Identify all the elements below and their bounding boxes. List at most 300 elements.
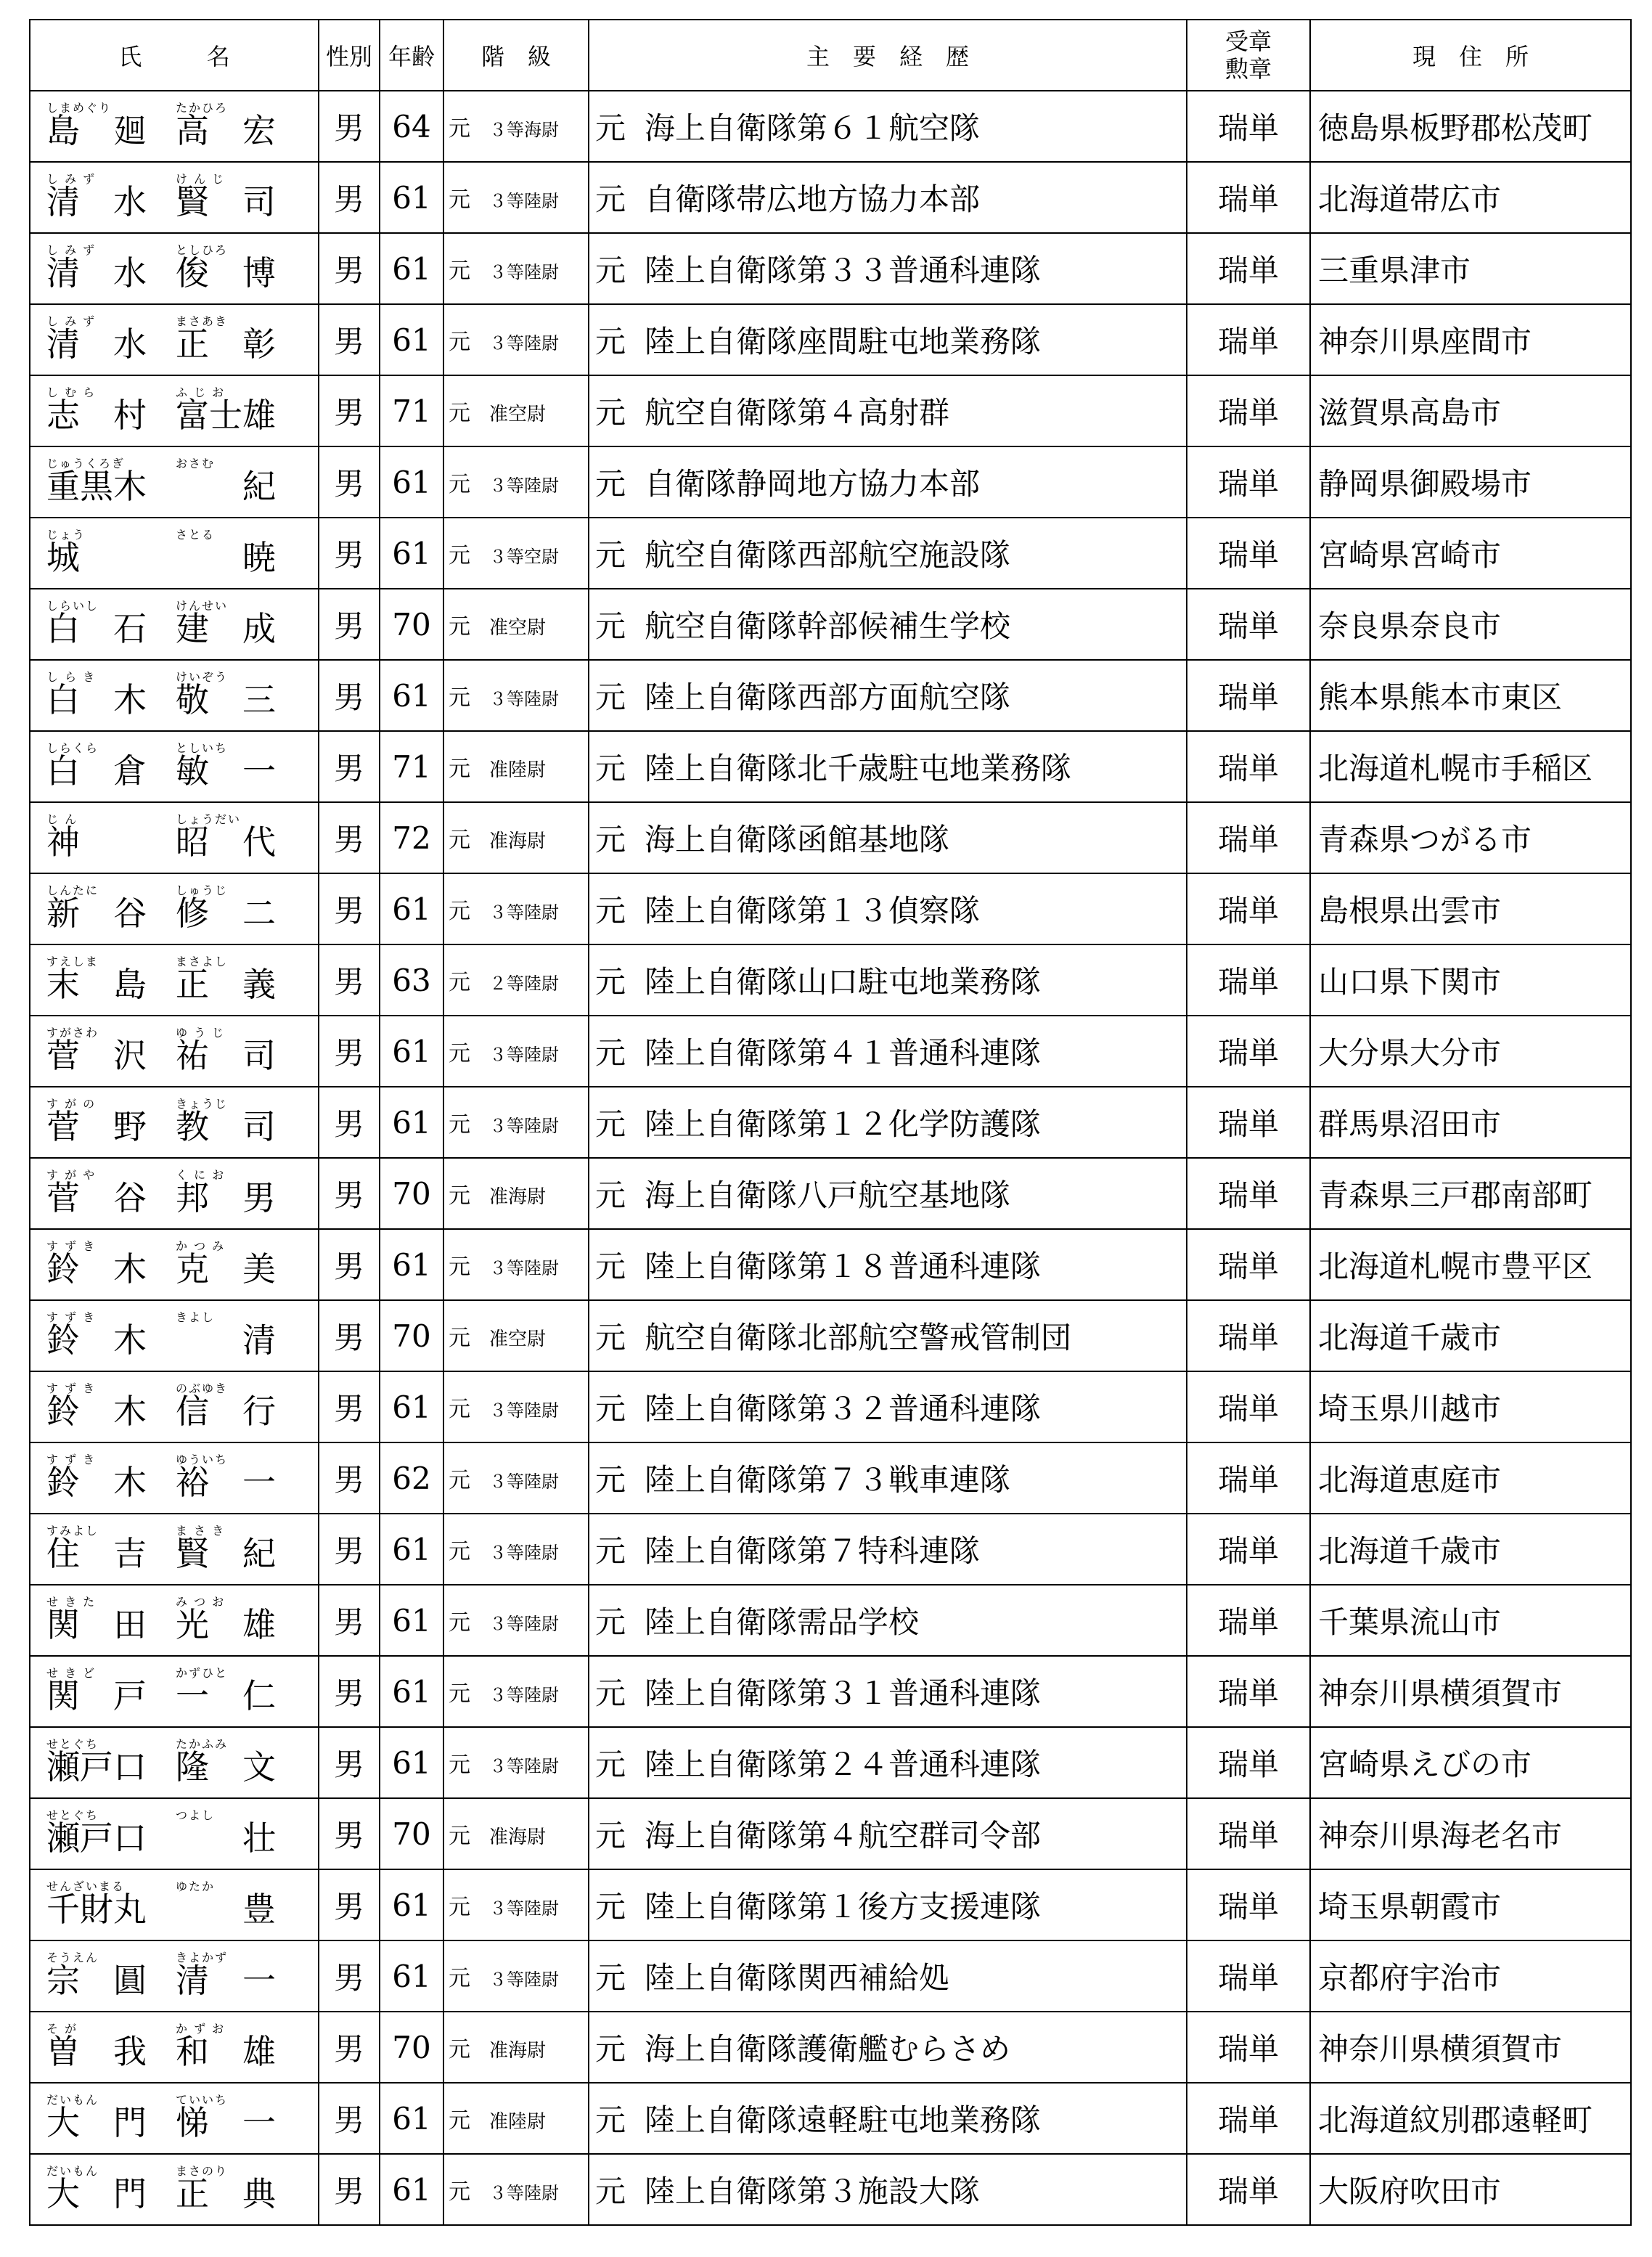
- rank-prefix: 元: [449, 472, 470, 497]
- career-value: 自衛隊帯広地方協力本部: [645, 181, 981, 217]
- award-cell: 瑞単: [1187, 91, 1310, 162]
- award-cell: 瑞単: [1187, 1016, 1310, 1087]
- career-prefix: 元: [595, 537, 626, 573]
- rank-prefix: 元: [449, 1966, 470, 1991]
- given-name: 隆 文: [176, 1747, 276, 1787]
- address-cell: 大阪府吹田市: [1310, 2154, 1631, 2225]
- given-name-ruby: としひろ: [176, 243, 229, 257]
- given-name-ruby: まさのり: [176, 2164, 229, 2178]
- family-name: 千財丸: [46, 1890, 147, 1929]
- career-cell: [589, 518, 1187, 589]
- rank-cell: [443, 2154, 589, 2225]
- given-name-ruby: たかひろ: [176, 101, 229, 115]
- career-value: 航空自衛隊北部航空警戒管制団: [645, 1320, 1072, 1355]
- age-cell: 61: [380, 446, 443, 518]
- family-name-ruby: だいもん: [46, 2093, 99, 2107]
- family-name-ruby: しまめぐり: [46, 101, 113, 115]
- rank-cell: [443, 802, 589, 873]
- rank-cell: [443, 2012, 589, 2083]
- table-row: [30, 802, 1631, 873]
- career-prefix: 元: [595, 2102, 626, 2138]
- award-cell: 瑞単: [1187, 518, 1310, 589]
- award-table: [29, 19, 1632, 2226]
- career-cell: [589, 944, 1187, 1016]
- name-cell: [30, 1016, 319, 1087]
- award-cell: 瑞単: [1187, 1371, 1310, 1442]
- rank-cell: [443, 2083, 589, 2154]
- rank-prefix: 元: [449, 2037, 470, 2062]
- given-name: 正 典: [176, 2174, 276, 2213]
- age-cell: 61: [380, 873, 443, 944]
- career-value: 陸上自衛隊第１３偵察隊: [645, 893, 981, 928]
- rank-value: 准海尉: [489, 830, 547, 852]
- rank-value: 准空尉: [489, 617, 547, 639]
- career-value: 海上自衛隊護衛艦むらさめ: [645, 2031, 1011, 2067]
- header-rank: 階 級: [443, 20, 589, 91]
- rank-cell: [443, 1300, 589, 1371]
- family-name-ruby: す ず き: [46, 1453, 97, 1466]
- sex-cell: 男: [319, 91, 380, 162]
- given-name: 昭 代: [176, 823, 276, 862]
- family-name-ruby: す ず き: [46, 1310, 97, 1324]
- age-cell: 72: [380, 802, 443, 873]
- address-cell: 青森県三戸郡南部町: [1310, 1158, 1631, 1229]
- career-cell: [589, 1514, 1187, 1585]
- age-cell: 61: [380, 233, 443, 304]
- career-cell: [589, 304, 1187, 375]
- career-cell: [589, 873, 1187, 944]
- given-name: 邦 男: [176, 1178, 276, 1217]
- address-cell: 徳島県板野郡松茂町: [1310, 91, 1631, 162]
- family-name: 清 水: [46, 182, 147, 221]
- age-cell: 61: [380, 1371, 443, 1442]
- name-cell: [30, 660, 319, 731]
- age-cell: 61: [380, 1087, 443, 1158]
- table-row: [30, 944, 1631, 1016]
- given-name-ruby: きょうじ: [176, 1097, 229, 1111]
- table-row: [30, 1798, 1631, 1869]
- family-name-ruby: せんざいまる: [46, 1880, 126, 1893]
- rank-cell: [443, 162, 589, 233]
- award-cell: 瑞単: [1187, 1869, 1310, 1940]
- career-cell: [589, 2154, 1187, 2225]
- career-prefix: 元: [595, 964, 626, 1000]
- family-name: 曽 我: [46, 2032, 147, 2071]
- career-prefix: 元: [595, 1320, 626, 1355]
- given-name-ruby: ゆたか: [176, 1880, 216, 1893]
- table-row: [30, 1016, 1631, 1087]
- given-name: 賢 司: [176, 182, 276, 221]
- career-prefix: 元: [595, 1391, 626, 1427]
- sex-cell: 男: [319, 2012, 380, 2083]
- rank-prefix: 元: [449, 1183, 470, 1209]
- given-name-ruby: けいぞう: [176, 670, 229, 684]
- career-value: 陸上自衛隊第７３戦車連隊: [645, 1462, 1011, 1498]
- family-name: 島 廻: [46, 111, 147, 150]
- name-cell: [30, 1229, 319, 1300]
- address-cell: 北海道紋別郡遠軽町: [1310, 2083, 1631, 2154]
- name-cell: [30, 162, 319, 233]
- career-value: 陸上自衛隊第４１普通科連隊: [645, 1035, 1042, 1071]
- table-row: [30, 1869, 1631, 1940]
- rank-value: 准海尉: [489, 1186, 547, 1208]
- family-name: 鈴 木: [46, 1249, 147, 1289]
- given-name: 俊 博: [176, 253, 276, 293]
- award-cell: 瑞単: [1187, 1442, 1310, 1514]
- family-name-ruby: しらくら: [46, 741, 99, 755]
- rank-value: 准陸尉: [489, 2111, 547, 2133]
- family-name: 神: [46, 823, 80, 862]
- age-cell: 61: [380, 2154, 443, 2225]
- address-cell: 千葉県流山市: [1310, 1585, 1631, 1656]
- rank-value: ３等陸尉: [489, 1756, 559, 1776]
- sex-cell: 男: [319, 1229, 380, 1300]
- rank-value: 准海尉: [489, 2040, 547, 2062]
- age-cell: 61: [380, 162, 443, 233]
- table-row: [30, 1442, 1631, 1514]
- address-cell: 宮崎県えびの市: [1310, 1727, 1631, 1798]
- career-prefix: 元: [595, 181, 626, 217]
- family-name: 城: [46, 538, 80, 577]
- header-career: 主 要 経 歴: [589, 20, 1187, 91]
- rank-prefix: 元: [449, 187, 470, 213]
- award-list-sheet: [29, 19, 1630, 2226]
- given-name-ruby: か つ み: [176, 1239, 226, 1253]
- family-name: 菅 沢: [46, 1036, 147, 1075]
- address-cell: 群馬県沼田市: [1310, 1087, 1631, 1158]
- age-cell: 61: [380, 1656, 443, 1727]
- name-cell: [30, 2083, 319, 2154]
- rank-value: ３等陸尉: [489, 1045, 559, 1065]
- given-name: 高 宏: [176, 111, 276, 150]
- career-value: 陸上自衛隊遠軽駐屯地業務隊: [645, 2102, 1042, 2138]
- career-cell: [589, 1087, 1187, 1158]
- rank-value: 准陸尉: [489, 759, 547, 781]
- table-row: [30, 1087, 1631, 1158]
- given-name-ruby: けんせい: [176, 599, 229, 613]
- rank-prefix: 元: [449, 1254, 470, 1280]
- rank-prefix: 元: [449, 614, 470, 640]
- sex-cell: 男: [319, 518, 380, 589]
- rank-prefix: 元: [449, 1752, 470, 1778]
- sex-cell: 男: [319, 446, 380, 518]
- name-cell: [30, 731, 319, 802]
- age-cell: 61: [380, 660, 443, 731]
- rank-prefix: 元: [449, 685, 470, 711]
- rank-value: ３等陸尉: [489, 1685, 559, 1705]
- career-value: 航空自衛隊第４高射群: [645, 395, 950, 430]
- given-name: 教 司: [176, 1107, 276, 1146]
- rank-cell: [443, 446, 589, 518]
- award-cell: 瑞単: [1187, 1585, 1310, 1656]
- given-name-ruby: み つ お: [176, 1595, 226, 1609]
- rank-prefix: 元: [449, 116, 470, 142]
- family-name: 鈴 木: [46, 1392, 147, 1431]
- rank-cell: [443, 375, 589, 446]
- sex-cell: 男: [319, 304, 380, 375]
- career-cell: [589, 1656, 1187, 1727]
- name-cell: [30, 944, 319, 1016]
- address-cell: 神奈川県横須賀市: [1310, 1656, 1631, 1727]
- career-prefix: 元: [595, 608, 626, 644]
- award-cell: 瑞単: [1187, 589, 1310, 660]
- address-cell: 京都府宇治市: [1310, 1940, 1631, 2012]
- career-value: 陸上自衛隊座間駐屯地業務隊: [645, 324, 1042, 359]
- given-name-ruby: ゆういち: [176, 1453, 229, 1466]
- family-name: 菅 野: [46, 1107, 147, 1146]
- rank-prefix: 元: [449, 1468, 470, 1493]
- rank-cell: [443, 1229, 589, 1300]
- award-cell: 瑞単: [1187, 375, 1310, 446]
- age-cell: 61: [380, 518, 443, 589]
- table-row: [30, 162, 1631, 233]
- sex-cell: 男: [319, 2083, 380, 2154]
- career-prefix: 元: [595, 1818, 626, 1853]
- rank-prefix: 元: [449, 756, 470, 782]
- career-value: 陸上自衛隊第１２化学防護隊: [645, 1106, 1042, 1142]
- family-name-ruby: す が の: [46, 1097, 97, 1111]
- table-row: [30, 660, 1631, 731]
- given-name: 正 彰: [176, 325, 276, 364]
- career-cell: [589, 162, 1187, 233]
- rank-value: ２等陸尉: [489, 974, 559, 994]
- award-cell: 瑞単: [1187, 304, 1310, 375]
- given-name: 光 雄: [176, 1605, 276, 1644]
- career-prefix: 元: [595, 1604, 626, 1640]
- family-name-ruby: すみよし: [46, 1524, 99, 1538]
- address-cell: 神奈川県海老名市: [1310, 1798, 1631, 1869]
- family-name: 鈴 木: [46, 1321, 147, 1360]
- address-cell: 滋賀県高島市: [1310, 375, 1631, 446]
- sex-cell: 男: [319, 1585, 380, 1656]
- given-name: 富士雄: [176, 396, 276, 435]
- name-cell: [30, 91, 319, 162]
- career-cell: [589, 1016, 1187, 1087]
- given-name-ruby: ていいち: [176, 2093, 229, 2107]
- address-cell: 島根県出雲市: [1310, 873, 1631, 944]
- career-prefix: 元: [595, 1533, 626, 1569]
- career-cell: [589, 589, 1187, 660]
- header-award-line1: 受章: [1224, 28, 1272, 55]
- given-name: 建 成: [176, 609, 276, 648]
- address-cell: 北海道札幌市手稲区: [1310, 731, 1631, 802]
- address-cell: 大分県大分市: [1310, 1016, 1631, 1087]
- career-value: 航空自衛隊西部航空施設隊: [645, 537, 1011, 573]
- career-cell: [589, 802, 1187, 873]
- sex-cell: 男: [319, 802, 380, 873]
- award-cell: 瑞単: [1187, 1158, 1310, 1229]
- career-cell: [589, 1371, 1187, 1442]
- rank-prefix: 元: [449, 1610, 470, 1636]
- family-name-ruby: し み ず: [46, 243, 97, 257]
- name-cell: [30, 1869, 319, 1940]
- rank-value: ３等陸尉: [489, 1614, 559, 1634]
- award-cell: 瑞単: [1187, 802, 1310, 873]
- given-name: 敬 三: [176, 680, 276, 719]
- rank-prefix: 元: [449, 1681, 470, 1707]
- career-prefix: 元: [595, 253, 626, 288]
- given-name-ruby: け ん じ: [176, 172, 226, 186]
- table-row: [30, 91, 1631, 162]
- address-cell: 北海道恵庭市: [1310, 1442, 1631, 1514]
- rank-value: 准海尉: [489, 1827, 547, 1848]
- rank-value: ３等陸尉: [489, 1898, 559, 1919]
- career-value: 陸上自衛隊関西補給処: [645, 1960, 950, 1996]
- award-cell: 瑞単: [1187, 1229, 1310, 1300]
- family-name-ruby: せ き ど: [46, 1666, 97, 1680]
- rank-prefix: 元: [449, 330, 470, 355]
- address-cell: 北海道千歳市: [1310, 1300, 1631, 1371]
- rank-value: ３等陸尉: [489, 2183, 559, 2203]
- career-cell: [589, 2083, 1187, 2154]
- career-prefix: 元: [595, 324, 626, 359]
- given-name: 壮: [176, 1819, 276, 1858]
- award-cell: 瑞単: [1187, 1300, 1310, 1371]
- name-cell: [30, 1514, 319, 1585]
- rank-prefix: 元: [449, 2108, 470, 2134]
- address-cell: 宮崎県宮崎市: [1310, 518, 1631, 589]
- family-name: 瀬戸口: [46, 1747, 147, 1787]
- family-name-ruby: せ き た: [46, 1595, 97, 1609]
- career-prefix: 元: [595, 751, 626, 786]
- address-cell: 奈良県奈良市: [1310, 589, 1631, 660]
- header-address: 現 住 所: [1310, 20, 1631, 91]
- award-cell: 瑞単: [1187, 731, 1310, 802]
- rank-cell: [443, 518, 589, 589]
- rank-cell: [443, 589, 589, 660]
- family-name-ruby: そ が: [46, 2022, 78, 2036]
- address-cell: 北海道千歳市: [1310, 1514, 1631, 1585]
- career-value: 海上自衛隊函館基地隊: [645, 822, 950, 857]
- given-name: 悌 一: [176, 2103, 276, 2142]
- sex-cell: 男: [319, 375, 380, 446]
- rank-cell: [443, 1514, 589, 1585]
- given-name-ruby: のぶゆき: [176, 1381, 229, 1395]
- rank-cell: [443, 233, 589, 304]
- given-name: 紀: [176, 467, 276, 506]
- table-row: [30, 2012, 1631, 2083]
- age-cell: 70: [380, 1798, 443, 1869]
- career-cell: [589, 1798, 1187, 1869]
- given-name-ruby: ふ じ お: [176, 385, 226, 399]
- address-cell: 北海道札幌市豊平区: [1310, 1229, 1631, 1300]
- rank-value: ３等空尉: [489, 547, 559, 567]
- career-prefix: 元: [595, 1960, 626, 1996]
- header-age: 年齢: [380, 20, 443, 91]
- age-cell: 62: [380, 1442, 443, 1514]
- family-name-ruby: じゅうくろぎ: [46, 457, 126, 470]
- sex-cell: 男: [319, 660, 380, 731]
- family-name: 白 木: [46, 680, 147, 719]
- family-name: 関 田: [46, 1605, 147, 1644]
- family-name-ruby: し み ず: [46, 172, 97, 186]
- name-cell: [30, 1371, 319, 1442]
- name-cell: [30, 233, 319, 304]
- career-prefix: 元: [595, 1889, 626, 1925]
- family-name: 菅 谷: [46, 1178, 147, 1217]
- rank-value: ３等陸尉: [489, 689, 559, 709]
- family-name-ruby: す ず き: [46, 1239, 97, 1253]
- given-name: 信 行: [176, 1392, 276, 1431]
- career-value: 航空自衛隊幹部候補生学校: [645, 608, 1011, 644]
- given-name-ruby: さとる: [176, 528, 216, 542]
- age-cell: 63: [380, 944, 443, 1016]
- age-cell: 71: [380, 731, 443, 802]
- table-row: [30, 518, 1631, 589]
- age-cell: 61: [380, 1727, 443, 1798]
- family-name-ruby: し ら き: [46, 670, 97, 684]
- rank-prefix: 元: [449, 828, 470, 853]
- table-body: [30, 91, 1631, 2225]
- name-cell: [30, 1656, 319, 1727]
- career-value: 自衛隊静岡地方協力本部: [645, 466, 981, 502]
- rank-value: ３等陸尉: [489, 262, 559, 282]
- name-cell: [30, 589, 319, 660]
- rank-prefix: 元: [449, 899, 470, 924]
- rank-prefix: 元: [449, 1824, 470, 1849]
- given-name: 正 義: [176, 965, 276, 1004]
- career-cell: [589, 660, 1187, 731]
- career-prefix: 元: [595, 1747, 626, 1782]
- rank-value: ３等陸尉: [489, 1258, 559, 1278]
- sex-cell: 男: [319, 1087, 380, 1158]
- rank-prefix: 元: [449, 1112, 470, 1138]
- name-cell: [30, 1087, 319, 1158]
- given-name-ruby: としいち: [176, 741, 229, 755]
- award-cell: 瑞単: [1187, 2154, 1310, 2225]
- header-award: [1187, 20, 1310, 91]
- header-row: [30, 20, 1631, 91]
- award-cell: 瑞単: [1187, 1798, 1310, 1869]
- name-cell: [30, 2012, 319, 2083]
- family-name: 白 石: [46, 609, 147, 648]
- given-name: 豊: [176, 1890, 276, 1929]
- rank-prefix: 元: [449, 258, 470, 284]
- given-name: 裕 一: [176, 1463, 276, 1502]
- family-name: 大 門: [46, 2103, 147, 2142]
- award-cell: 瑞単: [1187, 1940, 1310, 2012]
- award-cell: 瑞単: [1187, 873, 1310, 944]
- table-row: [30, 589, 1631, 660]
- award-cell: 瑞単: [1187, 1087, 1310, 1158]
- family-name-ruby: しんたに: [46, 883, 99, 897]
- career-prefix: 元: [595, 1178, 626, 1213]
- table-row: [30, 304, 1631, 375]
- award-cell: 瑞単: [1187, 944, 1310, 1016]
- award-cell: 瑞単: [1187, 1514, 1310, 1585]
- age-cell: 70: [380, 2012, 443, 2083]
- sex-cell: 男: [319, 1727, 380, 1798]
- given-name-ruby: きよし: [176, 1310, 216, 1324]
- given-name-ruby: ゆ う じ: [176, 1026, 226, 1040]
- given-name-ruby: か ず お: [176, 2022, 226, 2036]
- career-cell: [589, 91, 1187, 162]
- given-name: 修 二: [176, 894, 276, 933]
- rank-cell: [443, 1371, 589, 1442]
- address-cell: 神奈川県座間市: [1310, 304, 1631, 375]
- career-cell: [589, 1940, 1187, 2012]
- age-cell: 61: [380, 1585, 443, 1656]
- career-value: 海上自衛隊八戸航空基地隊: [645, 1178, 1011, 1213]
- address-cell: 埼玉県朝霞市: [1310, 1869, 1631, 1940]
- rank-cell: [443, 944, 589, 1016]
- rank-cell: [443, 91, 589, 162]
- age-cell: 70: [380, 589, 443, 660]
- table-row: [30, 731, 1631, 802]
- sex-cell: 男: [319, 233, 380, 304]
- family-name-ruby: すえしま: [46, 955, 99, 968]
- name-cell: [30, 2154, 319, 2225]
